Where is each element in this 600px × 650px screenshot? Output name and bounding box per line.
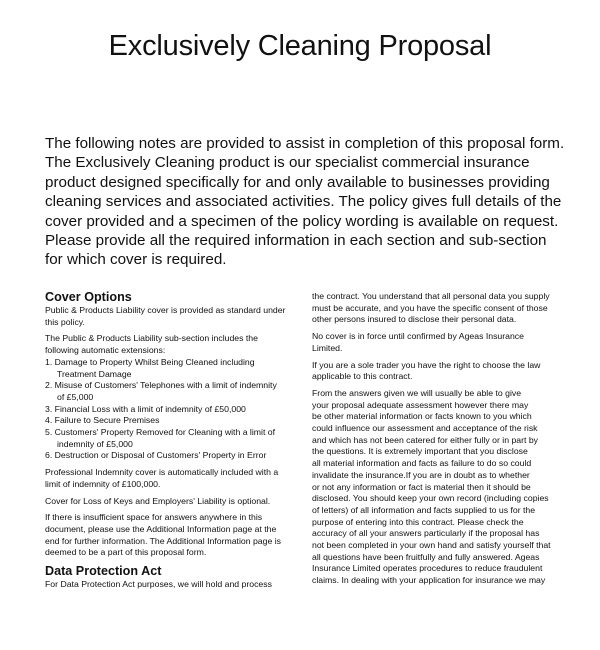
intro-paragraph <box>45 134 570 270</box>
text-line: If there is insufficient space for answers anywhere in this <box>45 512 263 523</box>
text-line: must be accurate, and you have the specific consent of those <box>312 302 548 313</box>
text-line: limit of indemnity of £100,000. <box>45 478 161 489</box>
text-line: could influence our assessment and acceptance of the risk <box>312 423 538 434</box>
text-line: The Public & Products Liability sub-section includes the <box>45 333 258 344</box>
list-item-continued: of £5,000 <box>57 391 94 402</box>
text-line: the questions. It is extremely important that you disclose <box>312 446 528 457</box>
text-line: and which has not been catered for either fully or in part by <box>312 434 539 445</box>
text-line: other persons insured to disclose their personal data. <box>312 314 517 325</box>
text-line: purpose of entering into this contract. Please check the <box>312 516 524 527</box>
list-item: 3. Financial Loss with a limit of indemnity of £50,000 <box>45 403 246 414</box>
list-item: 4. Failure to Secure Premises <box>45 415 160 426</box>
page-title: Exclusively Cleaning Proposal <box>108 30 492 62</box>
text-line: this policy. <box>45 316 85 327</box>
text-line: If you are a sole trader you have the right to choose the law <box>312 359 541 370</box>
text-line: deemed to be a part of this proposal form. <box>45 547 207 558</box>
text-line: all questions have been fruitfully and fully answered. Ageas <box>312 551 540 562</box>
text-line: not been completed in your own hand and satisfy yourself that <box>312 540 551 551</box>
list-item: 6. Destruction or Disposal of Customers' Property in Error <box>45 450 267 461</box>
text-line: Public & Products Liability cover is provided as standard under <box>45 305 286 315</box>
text-line: accuracy of all your answers particularly if the proposal has <box>312 528 540 539</box>
list-item: 5. Customers' Property Removed for Cleaning with a limit of <box>45 427 276 438</box>
text-line: Cover for Loss of Keys and Employers' Liability is optional. <box>45 495 271 506</box>
text-line: For Data Protection Act purposes, we will hold and process <box>45 579 272 590</box>
left-column <box>45 290 307 591</box>
list-item-continued: indemnity of £5,000 <box>57 438 133 449</box>
text-line: applicable to this contract. <box>312 371 413 382</box>
text-line: your proposal adequate assessment however there may <box>312 399 529 410</box>
list-item: 1. Damage to Property Whilst Being Cleaned including <box>45 356 255 367</box>
text-line: document, please use the Additional Information page at the <box>45 523 277 534</box>
text-line: following automatic extensions: <box>45 345 166 356</box>
text-line: invalidate the insurance.If you are in doubt as to whether <box>312 469 530 480</box>
intro-line: The Exclusively Cleaning product is our specialist commercial insurance <box>45 154 530 172</box>
text-line: claims. In dealing with your application for insurance we may <box>312 575 546 586</box>
text-line: disclosed. You should keep your own record (including copies <box>312 493 549 504</box>
text-line: Limited. <box>312 342 343 353</box>
text-line: Insurance Limited operates procedures to reduce fraudulent <box>312 563 543 574</box>
intro-line: cleaning services and associated activities. The policy gives full details of the <box>45 193 562 211</box>
intro-line: for which cover is required. <box>45 251 227 269</box>
list-item-continued: Treatment Damage <box>57 368 132 379</box>
list-item: 2. Misuse of Customers' Telephones with a limit of indemnity <box>45 380 277 391</box>
cover-options-heading: Cover Options <box>45 290 132 304</box>
intro-line: product designed specifically for and only available to businesses providing <box>45 173 550 191</box>
text-line: the contract. You understand that all personal data you supply <box>312 291 550 301</box>
text-line: No cover is in force until confirmed by Ageas Insurance <box>312 331 524 342</box>
data-protection-heading: Data Protection Act <box>45 564 162 579</box>
text-line: of letters) of all information and facts supplied to us for the <box>312 504 536 515</box>
right-column <box>312 291 572 587</box>
intro-line: The following notes are provided to assist in completion of this proposal form. <box>45 135 565 152</box>
intro-line: cover provided and a specimen of the policy wording is available on request. <box>45 212 559 230</box>
text-line: Professional Indemnity cover is automatically included with a <box>45 467 279 478</box>
text-line: end for further information. The Additional Information page is <box>45 535 281 546</box>
text-line: be other material information or facts known to you which <box>312 411 532 422</box>
text-line: or not any information or fact is material then it should be <box>312 481 531 492</box>
intro-line: Please provide all the required information in each section and sub-section <box>45 232 547 250</box>
text-line: From the answers given we will usually be able to give <box>312 387 522 398</box>
text-line: all material information and facts as failure to do so could <box>312 458 532 469</box>
